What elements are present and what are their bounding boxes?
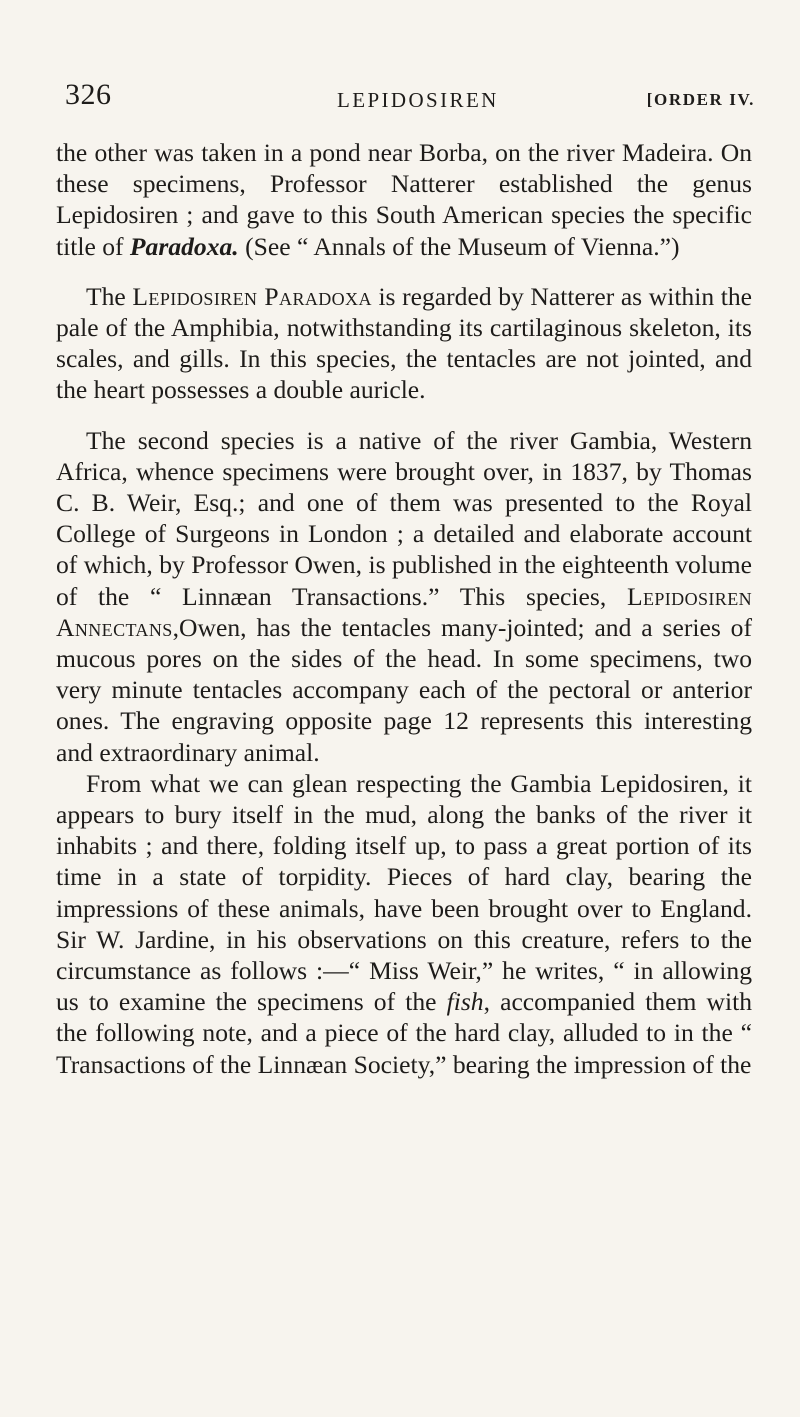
paragraph-1 [56, 137, 752, 262]
text-run: (See “ Annals of the Museum of Vienna.”) [238, 231, 680, 261]
text-run: The second species is a native of the river Gambia, Western Africa, whence specimens were brought over, in 1837, by Thomas C. B. Weir, Esq.; and one of them was presented to the Royal College of Surgeons in London ; a detailed and elaborate account of which, by Professor Owen, is published in the eighteenth volume of the “ Linnæan Transactions.” This species, [56, 425, 752, 611]
running-head [65, 78, 755, 118]
paragraph-2 [56, 281, 752, 406]
italic-species-name: Paradoxa. [129, 231, 239, 261]
small-caps-species-name: Lepidosiren Annectans [56, 581, 752, 642]
small-caps-species-name: Lepidosiren Paradoxa [132, 281, 372, 311]
paragraph-4 [56, 768, 752, 1080]
text-run: the other was taken in a pond near Borba, on the river Madeira. On these specimens, Professor Natterer established the genus Lepidosiren ; and gave to this South American species the specific title of [56, 138, 752, 261]
text-run: From what we can glean respecting the Gambia Lepidosiren, it appears to bury itself in the mud, along the banks of the river it inhabits ; and there, folding itself up, to pass a great portion of its time in a state of torpidity. Pieces of hard clay, bearing the impressions of these animals, have been brought over to England. Sir W. Jardine, in his observations on this creature, refers to the circumstance as follows :—“ Miss Weir,” he writes, “ in allowing us to examine the specimens of the [56, 768, 752, 1017]
italic-word: fish [446, 987, 484, 1017]
text-run: The [86, 281, 133, 311]
running-order: [ORDER IV. [646, 90, 755, 109]
running-title: LEPIDOSIREN [337, 88, 499, 112]
page-number: 326 [65, 78, 112, 111]
body-text [56, 137, 752, 1080]
text-run: is regarded by Natterer as within the pale of the Amphibia, notwithstanding its cartilaginous skeleton, its scales, and gills. In this species, the tentacles are not jointed, and the heart possesses a double auricle. [56, 281, 752, 405]
text-run: , accompanied them with the following note, and a piece of the hard clay, alluded to in the “ Transactions of the Linnæan Society,” bearing the impression of the [56, 987, 752, 1079]
paragraph-3 [56, 425, 752, 768]
text-run: ,Owen, has the tentacles many-jointed; and a series of mucous pores on the sides of the head. In some specimens, two very minute tentacles accompany each of the pectoral or anterior ones. The engraving opposite page 12 represents this interesting and extraordinary animal. [56, 612, 752, 767]
